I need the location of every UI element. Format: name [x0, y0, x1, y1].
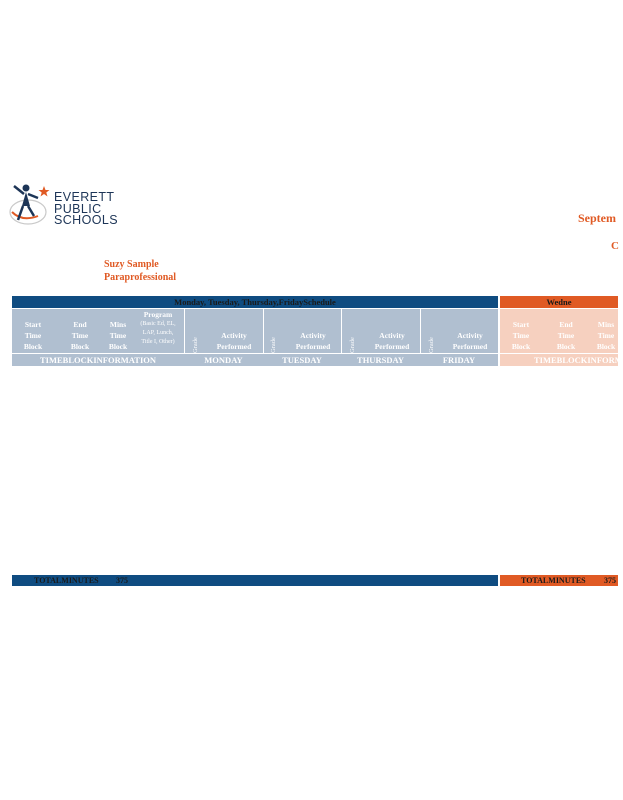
- grade-header-thu: Grade: [349, 337, 356, 353]
- time-block-information: TIMEBLOCKINFORMATION: [39, 355, 157, 365]
- logo-text: [54, 192, 118, 227]
- header-subtitle: C: [611, 240, 619, 252]
- logo-line-3: SCHOOLS: [54, 213, 118, 227]
- grade-header-mon: Grade: [192, 337, 199, 353]
- activity-header-tue: Activity Performed: [295, 331, 331, 351]
- day-tuesday: TUESDAY: [282, 355, 322, 365]
- logo-figure-icon: [8, 182, 54, 228]
- activity-header-thu: Activity Performed: [374, 331, 410, 351]
- left-subheader-row: [12, 354, 498, 366]
- right-start-time-header: Start Time Block: [511, 320, 531, 351]
- logo-line-1: EVERETT: [54, 190, 115, 204]
- right-mins-header: Mins Time Block: [596, 320, 616, 351]
- grade-header-tue: Grade: [270, 337, 277, 353]
- right-end-time-header: End Time Block: [556, 320, 576, 351]
- total-minutes-value: 375: [116, 576, 128, 585]
- left-total-row: [12, 575, 498, 586]
- right-total-minutes-value: 375: [604, 576, 616, 585]
- day-thursday: THURSDAY: [357, 355, 404, 365]
- activity-header-fri: Activity Performed: [452, 331, 488, 351]
- logo-line-2: PUBLIC: [54, 201, 102, 216]
- total-minutes-label: TOTALMINUTES: [34, 576, 99, 585]
- right-total-row: [500, 575, 618, 586]
- mins-header: Mins Time Block: [108, 320, 128, 351]
- end-time-header: End Time Block: [70, 320, 90, 351]
- start-time-header: Start Time Block: [23, 320, 43, 351]
- person-info: [104, 258, 176, 284]
- left-column-header: [12, 309, 498, 353]
- right-schedule-title: Wedne: [500, 296, 618, 308]
- person-name: Suzy Sample: [104, 259, 159, 270]
- activity-header-mon: Activity Performed: [216, 331, 252, 351]
- person-role: Paraprofessional: [104, 272, 177, 283]
- right-time-block-information: TIMEBLOCKINFORM: [534, 355, 623, 365]
- everett-logo: [8, 182, 126, 228]
- program-header: Program (Basic Ed, EL, LAP, Lunch, Title I, Other): [140, 310, 176, 345]
- day-monday: MONDAY: [204, 355, 243, 365]
- right-subheader-row: [500, 354, 623, 366]
- grade-header-fri: Grade: [428, 337, 435, 353]
- right-column-header: [500, 309, 618, 353]
- month-title: Septem: [578, 211, 616, 225]
- day-friday: FRIDAY: [442, 355, 476, 365]
- left-schedule-title: Monday, Tuesday, Thursday,FridaySchedule: [12, 296, 498, 308]
- right-total-minutes-label: TOTALMINUTES: [521, 576, 586, 585]
